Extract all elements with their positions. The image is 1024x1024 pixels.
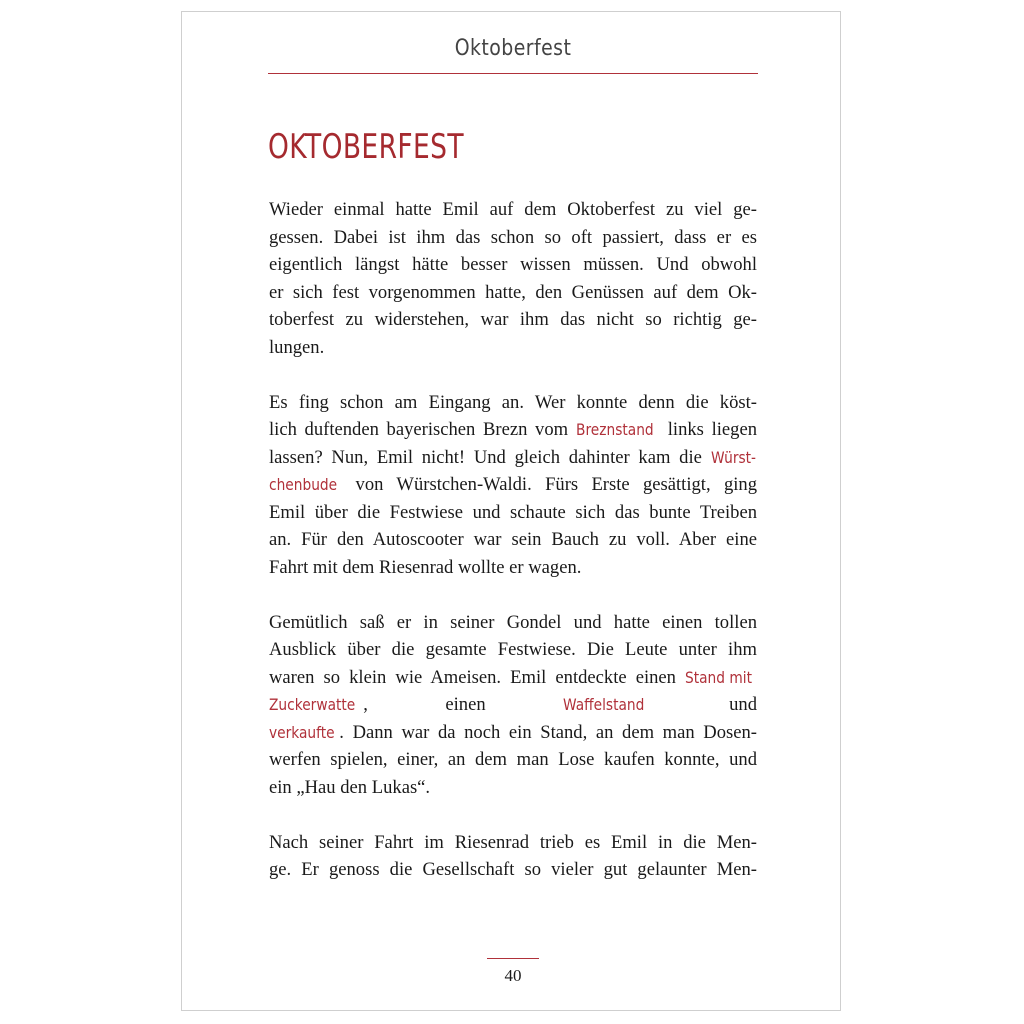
- highlight-term: Würst-: [710, 447, 756, 467]
- text-line: Gemütlich saß er in seiner Gondel und hatte einen tollen: [269, 611, 757, 633]
- text-segment: . Dann war da noch ein Stand, an dem man Dosen-: [339, 721, 757, 743]
- text-line: werfen spielen, einer, an dem man Lose kaufen konnte, und: [269, 749, 757, 770]
- page-number: 40: [504, 966, 522, 985]
- text-line: gessen. Dabei ist ihm das schon so oft passiert, dass er es: [269, 226, 757, 248]
- text-line: Ausblick über die gesamte Festwiese. Die Leute unter ihm: [269, 639, 757, 660]
- text-line: Fahrt mit dem Riesenrad wollte er wagen.: [269, 556, 582, 578]
- running-header: Oktoberfest: [454, 36, 572, 61]
- text-line: [269, 664, 757, 692]
- highlight-term: Waffelstand: [563, 695, 645, 714]
- highlight-term: Zuckerwatte: [269, 695, 356, 714]
- text-segment: lich duftenden bayerischen Brezn vom: [269, 419, 569, 440]
- highlight-term: chenbude: [269, 475, 338, 494]
- text-line: [269, 416, 757, 444]
- text-line: [269, 719, 757, 747]
- text-line: [269, 471, 757, 499]
- chapter-title: OKTOBERFEST: [268, 127, 464, 167]
- text-line: lungen.: [269, 336, 325, 358]
- text-segment: und: [729, 694, 757, 715]
- text-segment: links liegen: [667, 419, 757, 440]
- header-divider: [268, 73, 758, 74]
- paragraph-3: [269, 609, 757, 802]
- text-line: Es fing schon am Eingang an. Wer konnte denn die köst-: [269, 391, 757, 413]
- text-line: Emil über die Festwiese und schaute sich das bunte Treiben: [269, 501, 757, 523]
- text-line: eigentlich längst hätte besser wissen müssen. Und obwohl: [269, 254, 757, 275]
- text-line: toberfest zu widerstehen, war ihm das nicht so richtig ge-: [269, 309, 757, 330]
- text-segment: , einen: [363, 694, 486, 715]
- text-line: [269, 444, 757, 472]
- book-page: [181, 11, 841, 1011]
- text-line: ein „Hau den Lukas“.: [269, 776, 431, 798]
- text-segment: waren so klein wie Ameisen. Emil entdeckte einen: [269, 666, 676, 688]
- highlight-term: Breznstand: [575, 420, 654, 439]
- highlight-term: verkaufte: [269, 722, 335, 742]
- paragraph-2: [269, 389, 757, 582]
- text-line: an. Für den Autoscooter war sein Bauch zu voll. Aber eine: [269, 529, 757, 550]
- paragraph-1: [269, 196, 757, 361]
- text-segment: von Würstchen-Waldi. Fürs Erste gesättigt, ging: [355, 474, 757, 495]
- text-line: ge. Er genoss die Gesellschaft so vieler gut gelaunter Men-: [269, 859, 757, 880]
- footer-divider: [487, 958, 539, 959]
- text-line: Nach seiner Fahrt im Riesenrad trieb es Emil in die Men-: [269, 831, 757, 853]
- body-text: [269, 196, 757, 911]
- text-line: er sich fest vorgenommen hatte, den Genüssen auf dem Ok-: [269, 281, 757, 303]
- text-line: Wieder einmal hatte Emil auf dem Oktoberfest zu viel ge-: [269, 199, 757, 220]
- highlight-term: Stand mit: [685, 667, 753, 687]
- text-line: [269, 691, 757, 719]
- paragraph-4: [269, 829, 757, 884]
- text-segment: lassen? Nun, Emil nicht! Und gleich dahinter kam die: [269, 446, 702, 468]
